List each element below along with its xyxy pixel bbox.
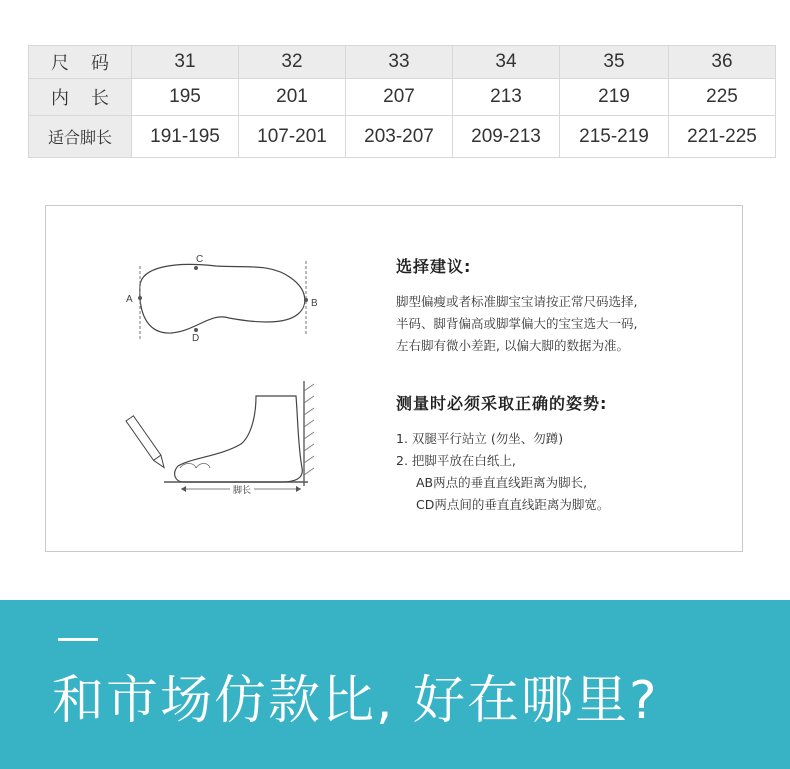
inner-length-cell: 195 — [132, 79, 239, 116]
size-table — [28, 45, 776, 158]
size-cell: 34 — [453, 46, 560, 79]
advice-line: 脚型偏瘦或者标准脚宝宝请按正常尺码选择, — [396, 294, 638, 309]
inner-length-cell: 219 — [560, 79, 669, 116]
foot-measurement-diagram — [46, 206, 346, 551]
inner-length-cell: 207 — [346, 79, 453, 116]
measure-step: 2. 把脚平放在白纸上, — [396, 453, 516, 468]
comparison-banner — [0, 600, 790, 769]
banner-dash — [58, 638, 98, 641]
measure-note: CD两点间的垂直直线距离为脚宽。 — [416, 497, 610, 512]
size-cell: 36 — [669, 46, 776, 79]
foot-length-cell: 215-219 — [560, 116, 669, 158]
advice-line: 左右脚有微小差距, 以偏大脚的数据为准。 — [396, 338, 629, 353]
measure-note: AB两点的垂直直线距离为脚长, — [416, 475, 588, 490]
advice-heading: 选择建议: — [396, 257, 472, 276]
foot-length-cell: 107-201 — [239, 116, 346, 158]
size-cell: 33 — [346, 46, 453, 79]
inner-length-cell: 213 — [453, 79, 560, 116]
selection-advice — [396, 254, 736, 357]
pencil-icon — [126, 416, 168, 470]
point-b-label: B — [311, 298, 318, 309]
row-label-foot-length: 适合脚长 — [29, 116, 132, 158]
measure-heading: 测量时必须采取正确的姿势: — [396, 394, 608, 413]
foot-length-cell: 203-207 — [346, 116, 453, 158]
row-label-inner-length: 内长 — [29, 79, 132, 116]
point-a-label: A — [126, 294, 133, 305]
measurement-guide — [45, 205, 743, 552]
size-cell: 35 — [560, 46, 669, 79]
foot-length-cell: 221-225 — [669, 116, 776, 158]
foot-length-cell: 191-195 — [132, 116, 239, 158]
size-cell: 32 — [239, 46, 346, 79]
footprint-outline-icon — [140, 264, 305, 333]
inner-length-cell: 225 — [669, 79, 776, 116]
foot-length-cell: 209-213 — [453, 116, 560, 158]
row-label-size: 尺码 — [29, 46, 132, 79]
measurement-instructions — [396, 391, 736, 516]
point-d-label: D — [192, 333, 200, 344]
measure-step: 1. 双腿平行站立 (勿坐、勿蹲) — [396, 431, 564, 446]
size-row — [29, 46, 776, 79]
foot-side-icon — [175, 396, 303, 482]
foot-length-row — [29, 116, 776, 158]
advice-line: 半码、脚背偏高或脚掌偏大的宝宝选大一码, — [396, 316, 638, 331]
inner-length-cell: 201 — [239, 79, 346, 116]
foot-length-label: 脚长 — [233, 486, 252, 496]
banner-title: 和市场仿款比, 好在哪里? — [52, 671, 659, 731]
point-c-label: C — [196, 254, 204, 265]
size-cell: 31 — [132, 46, 239, 79]
inner-length-row — [29, 79, 776, 116]
